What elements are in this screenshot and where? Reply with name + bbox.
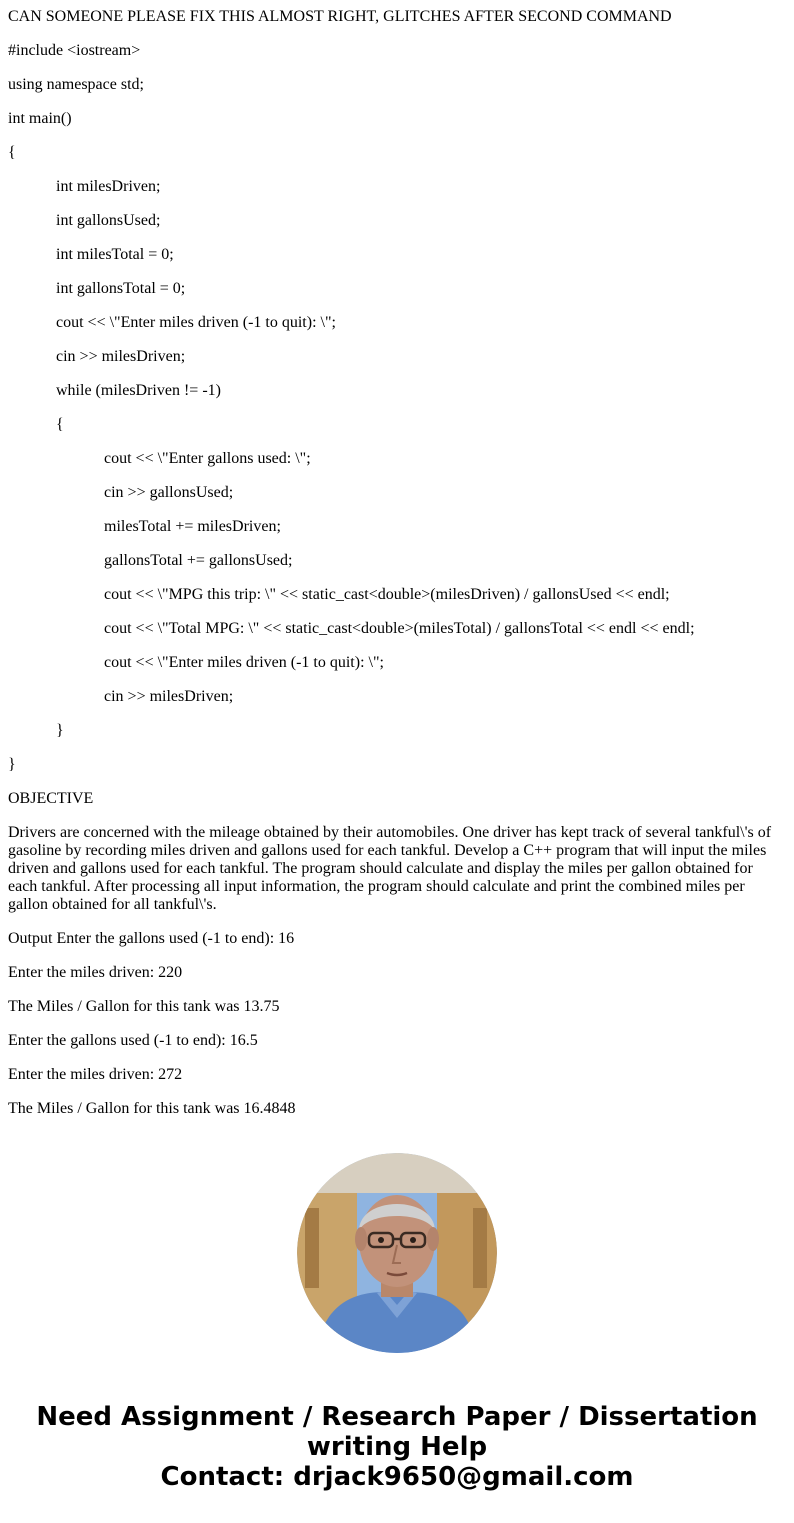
footer-banner [0,1402,794,1492]
footer-contact: Contact: drjack9650@gmail.com [160,1462,634,1492]
author-avatar [297,1153,497,1353]
code-line: } [56,722,64,739]
code-line: int gallonsUsed; [56,212,161,229]
code-line: cin >> milesDriven; [104,688,234,705]
code-line: cout << \"Enter miles driven (-1 to quit): \"; [104,654,384,671]
output-line: Enter the miles driven: 272 [8,1066,183,1083]
avatar-portrait-image [297,1153,497,1353]
code-line: cout << \"Enter gallons used: \"; [104,450,311,467]
code-line: } [8,756,16,773]
code-line: cout << \"MPG this trip: \" << static_cast<double>(milesDriven) / gallonsUsed << endl; [104,586,670,603]
code-line: gallonsTotal += gallonsUsed; [104,552,293,569]
code-line: { [8,144,16,161]
code-line: cout << \"Total MPG: \" << static_cast<double>(milesTotal) / gallonsTotal << endl << endl; [104,620,695,637]
code-line: milesTotal += milesDriven; [104,518,281,535]
code-line: int milesDriven; [56,178,161,195]
code-line: cin >> milesDriven; [56,348,186,365]
output-line: The Miles / Gallon for this tank was 16.4848 [8,1100,296,1117]
code-line: using namespace std; [8,76,144,93]
output-line: Enter the gallons used (-1 to end): 16.5 [8,1032,258,1049]
output-line: Output Enter the gallons used (-1 to end): 16 [8,930,295,947]
code-line: cin >> gallonsUsed; [104,484,234,501]
code-line: int main() [8,110,72,127]
post-content [8,0,786,1118]
footer-line: writing Help [306,1432,488,1462]
output-line: Enter the miles driven: 220 [8,964,183,981]
output-line: The Miles / Gallon for this tank was 13.75 [8,998,280,1015]
objective-heading: OBJECTIVE [8,790,94,807]
code-line: int gallonsTotal = 0; [56,280,186,297]
code-line: int milesTotal = 0; [56,246,174,263]
code-line: #include <iostream> [8,42,141,59]
objective-text: Drivers are concerned with the mileage obtained by their automobiles. One driver has kept track of several tankful\'s of gasoline by recording miles driven and gallons used for each tankful. Develop a C++ program that will input the miles driven and gallons used for each tankful. The program should calculate and display the miles per gallon obtained for each tankful. After processing all input information, the program should calculate and print the combined miles per gallon obtained for all tankful\'s. [8,824,772,913]
code-line: { [56,416,64,433]
code-line: while (milesDriven != -1) [56,382,221,399]
footer-line: Need Assignment / Research Paper / Dissertation [36,1402,758,1432]
code-line: cout << \"Enter miles driven (-1 to quit): \"; [56,314,336,331]
post-title: CAN SOMEONE PLEASE FIX THIS ALMOST RIGHT, GLITCHES AFTER SECOND COMMAND [8,8,672,25]
